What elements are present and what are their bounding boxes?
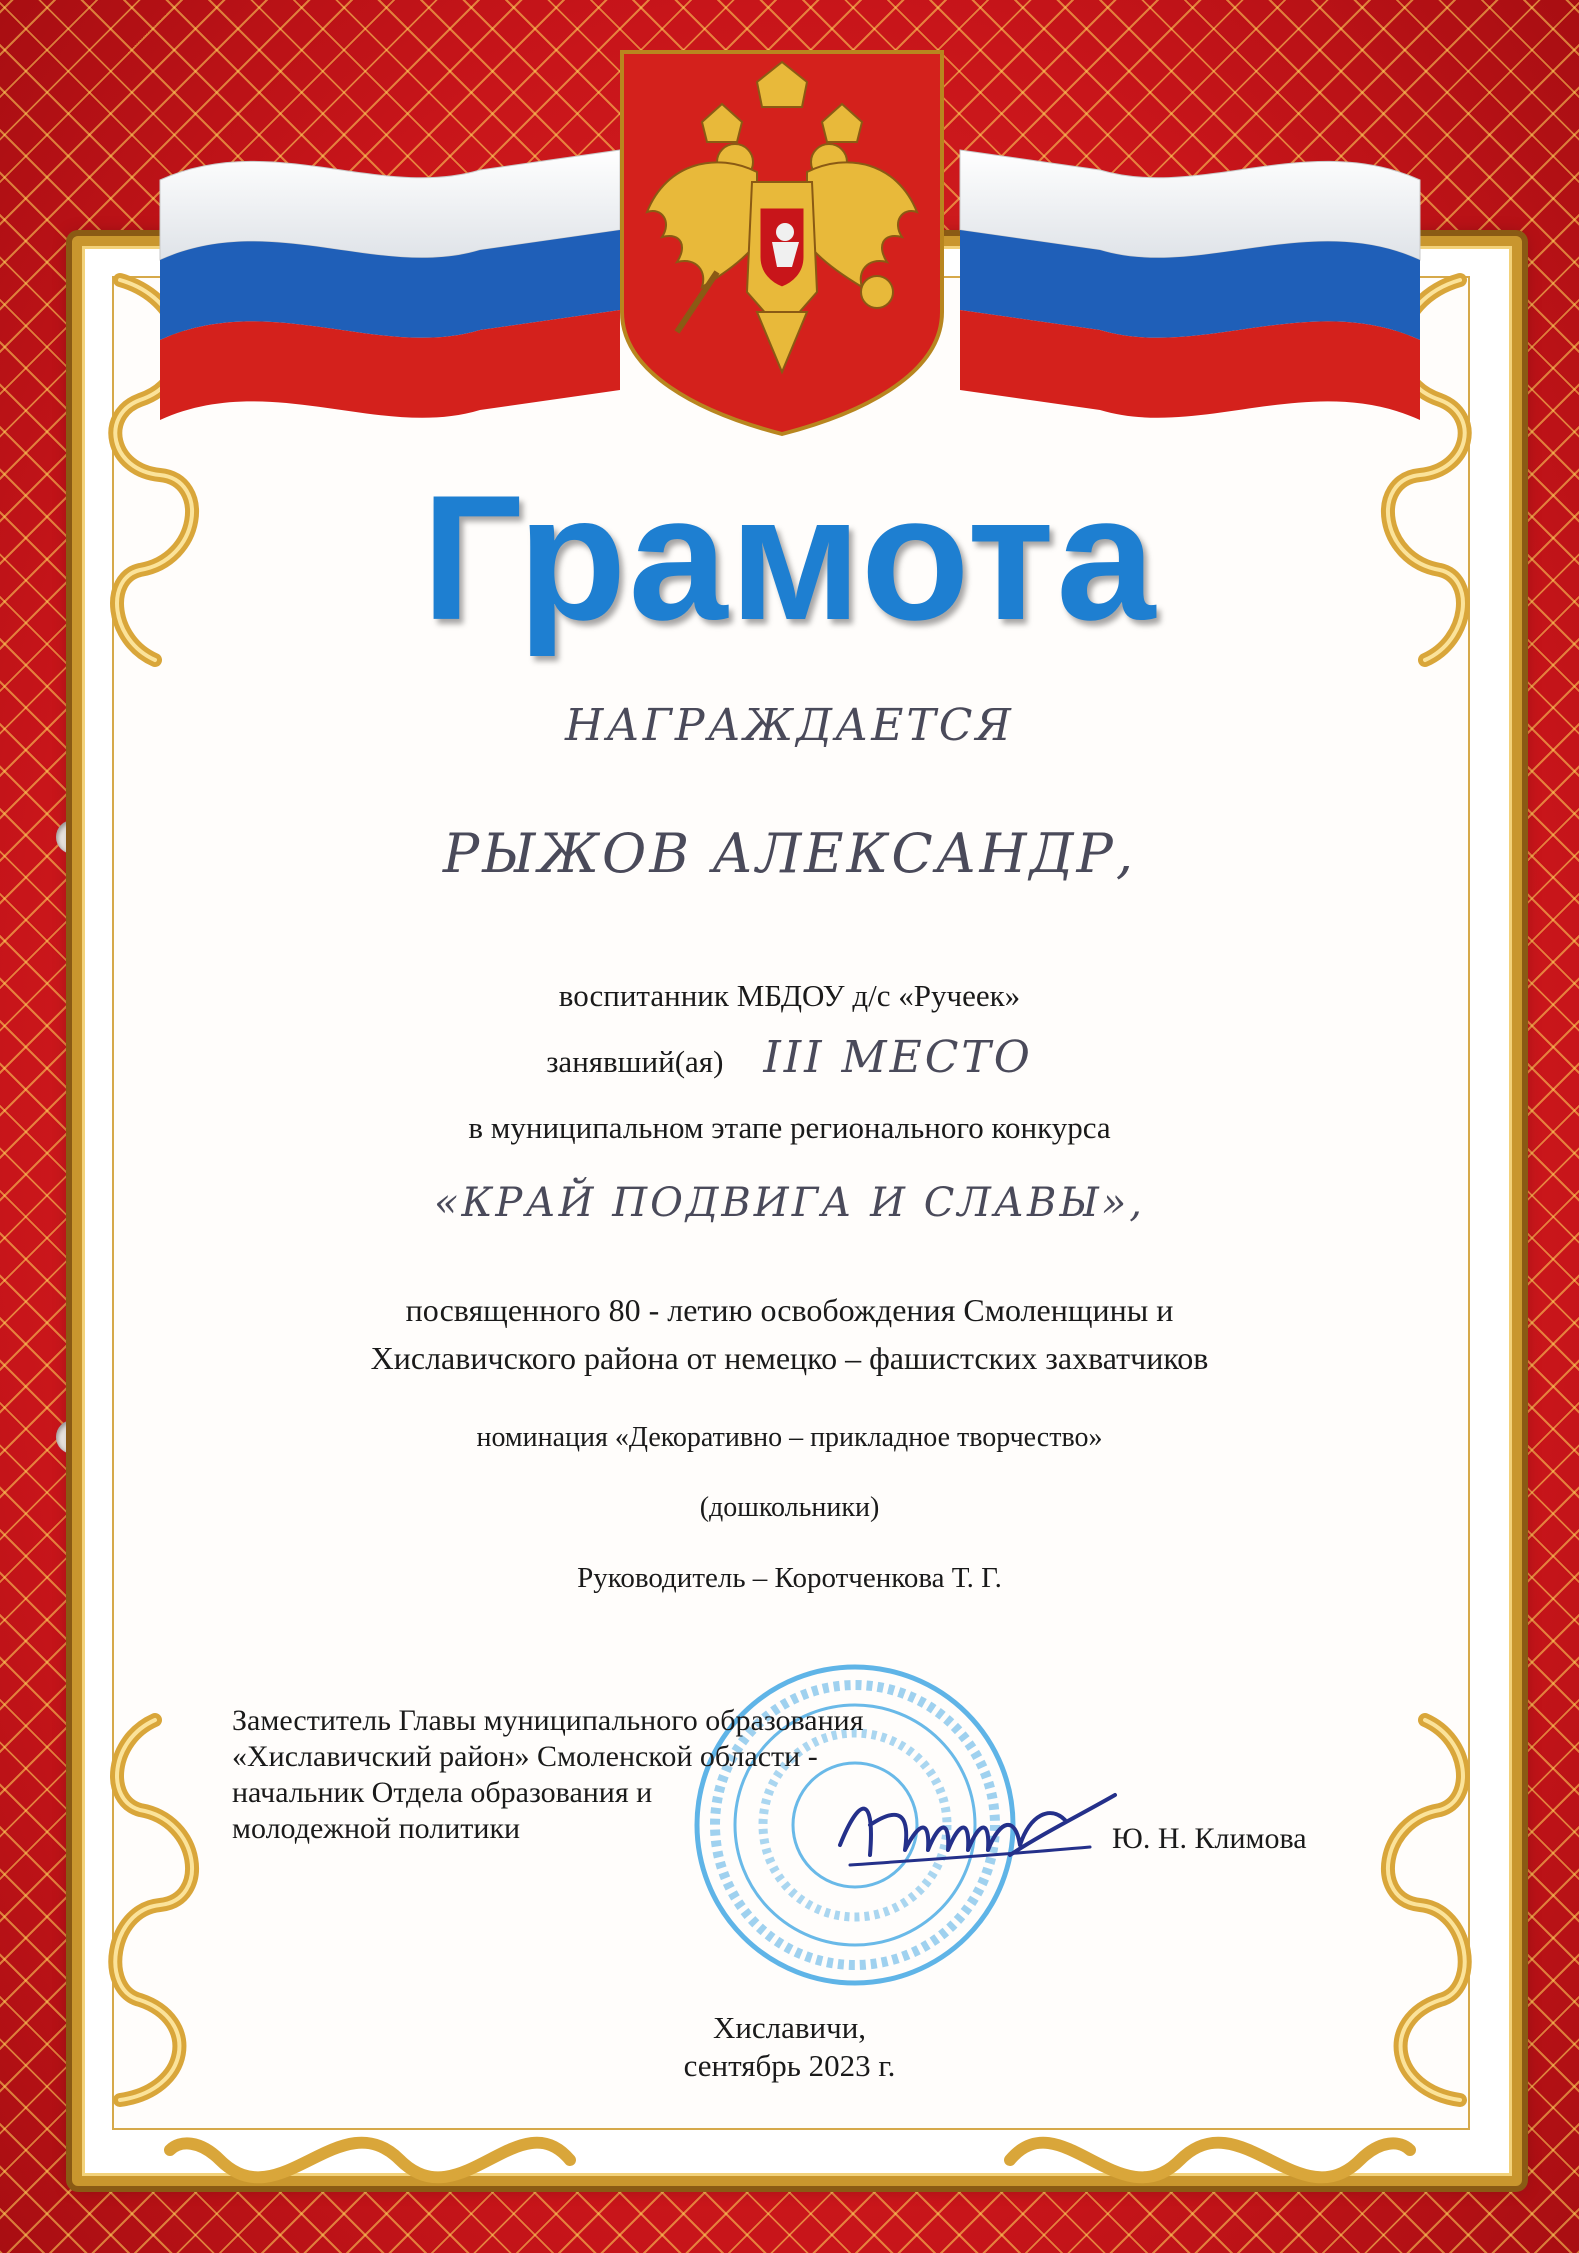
city: Хиславичи, [712,2010,867,2045]
stage-text: в муниципальном этапе регионального конкурса [468,1110,1111,1145]
dedication-line-1: посвященного 80 - летию освобождения Смоленщины и [405,1292,1174,1328]
contest-name: «КРАЙ ПОДВИГА И СЛАВЫ», [433,1180,1145,1226]
gold-ornament-bottom-icon [1000,2100,1420,2220]
russian-coat-of-arms-icon [607,42,957,442]
handwritten-signature-icon [830,1775,1120,1885]
position-line-2: «Хиславичский район» Смоленской области - [232,1740,818,1773]
place-line [0,1032,1579,1083]
gold-ornament-bottom-icon [160,2100,580,2220]
recipient-role: воспитанник МБДОУ д/с «Ручеек» [558,978,1021,1013]
recipient-name: РЫЖОВ АЛЕКСАНДР, [442,822,1137,885]
dedication-line-2: Хиславичского района от немецко – фашистских захватчиков [370,1340,1209,1376]
position-line-1: Заместитель Главы муниципального образования [232,1704,864,1737]
position-line-4: молодежной политики [232,1812,521,1845]
certificate-title: Грамота [421,458,1158,657]
issue-date: сентябрь 2023 г. [683,2048,896,2083]
category: (дошкольники) [699,1492,880,1523]
place-value: III МЕСТО [763,1032,1033,1083]
nomination: номинация «Декоративно – прикладное творчество» [476,1422,1103,1453]
awarded-label: НАГРАЖДАЕТСЯ [565,700,1014,751]
position-line-3: начальник Отдела образования и [232,1776,653,1809]
supervisor: Руководитель – Коротченкова Т. Г. [577,1562,1002,1594]
signer-name: Ю. Н. Климова [1112,1822,1307,1855]
place-prefix: занявший(ая) [546,1044,724,1079]
